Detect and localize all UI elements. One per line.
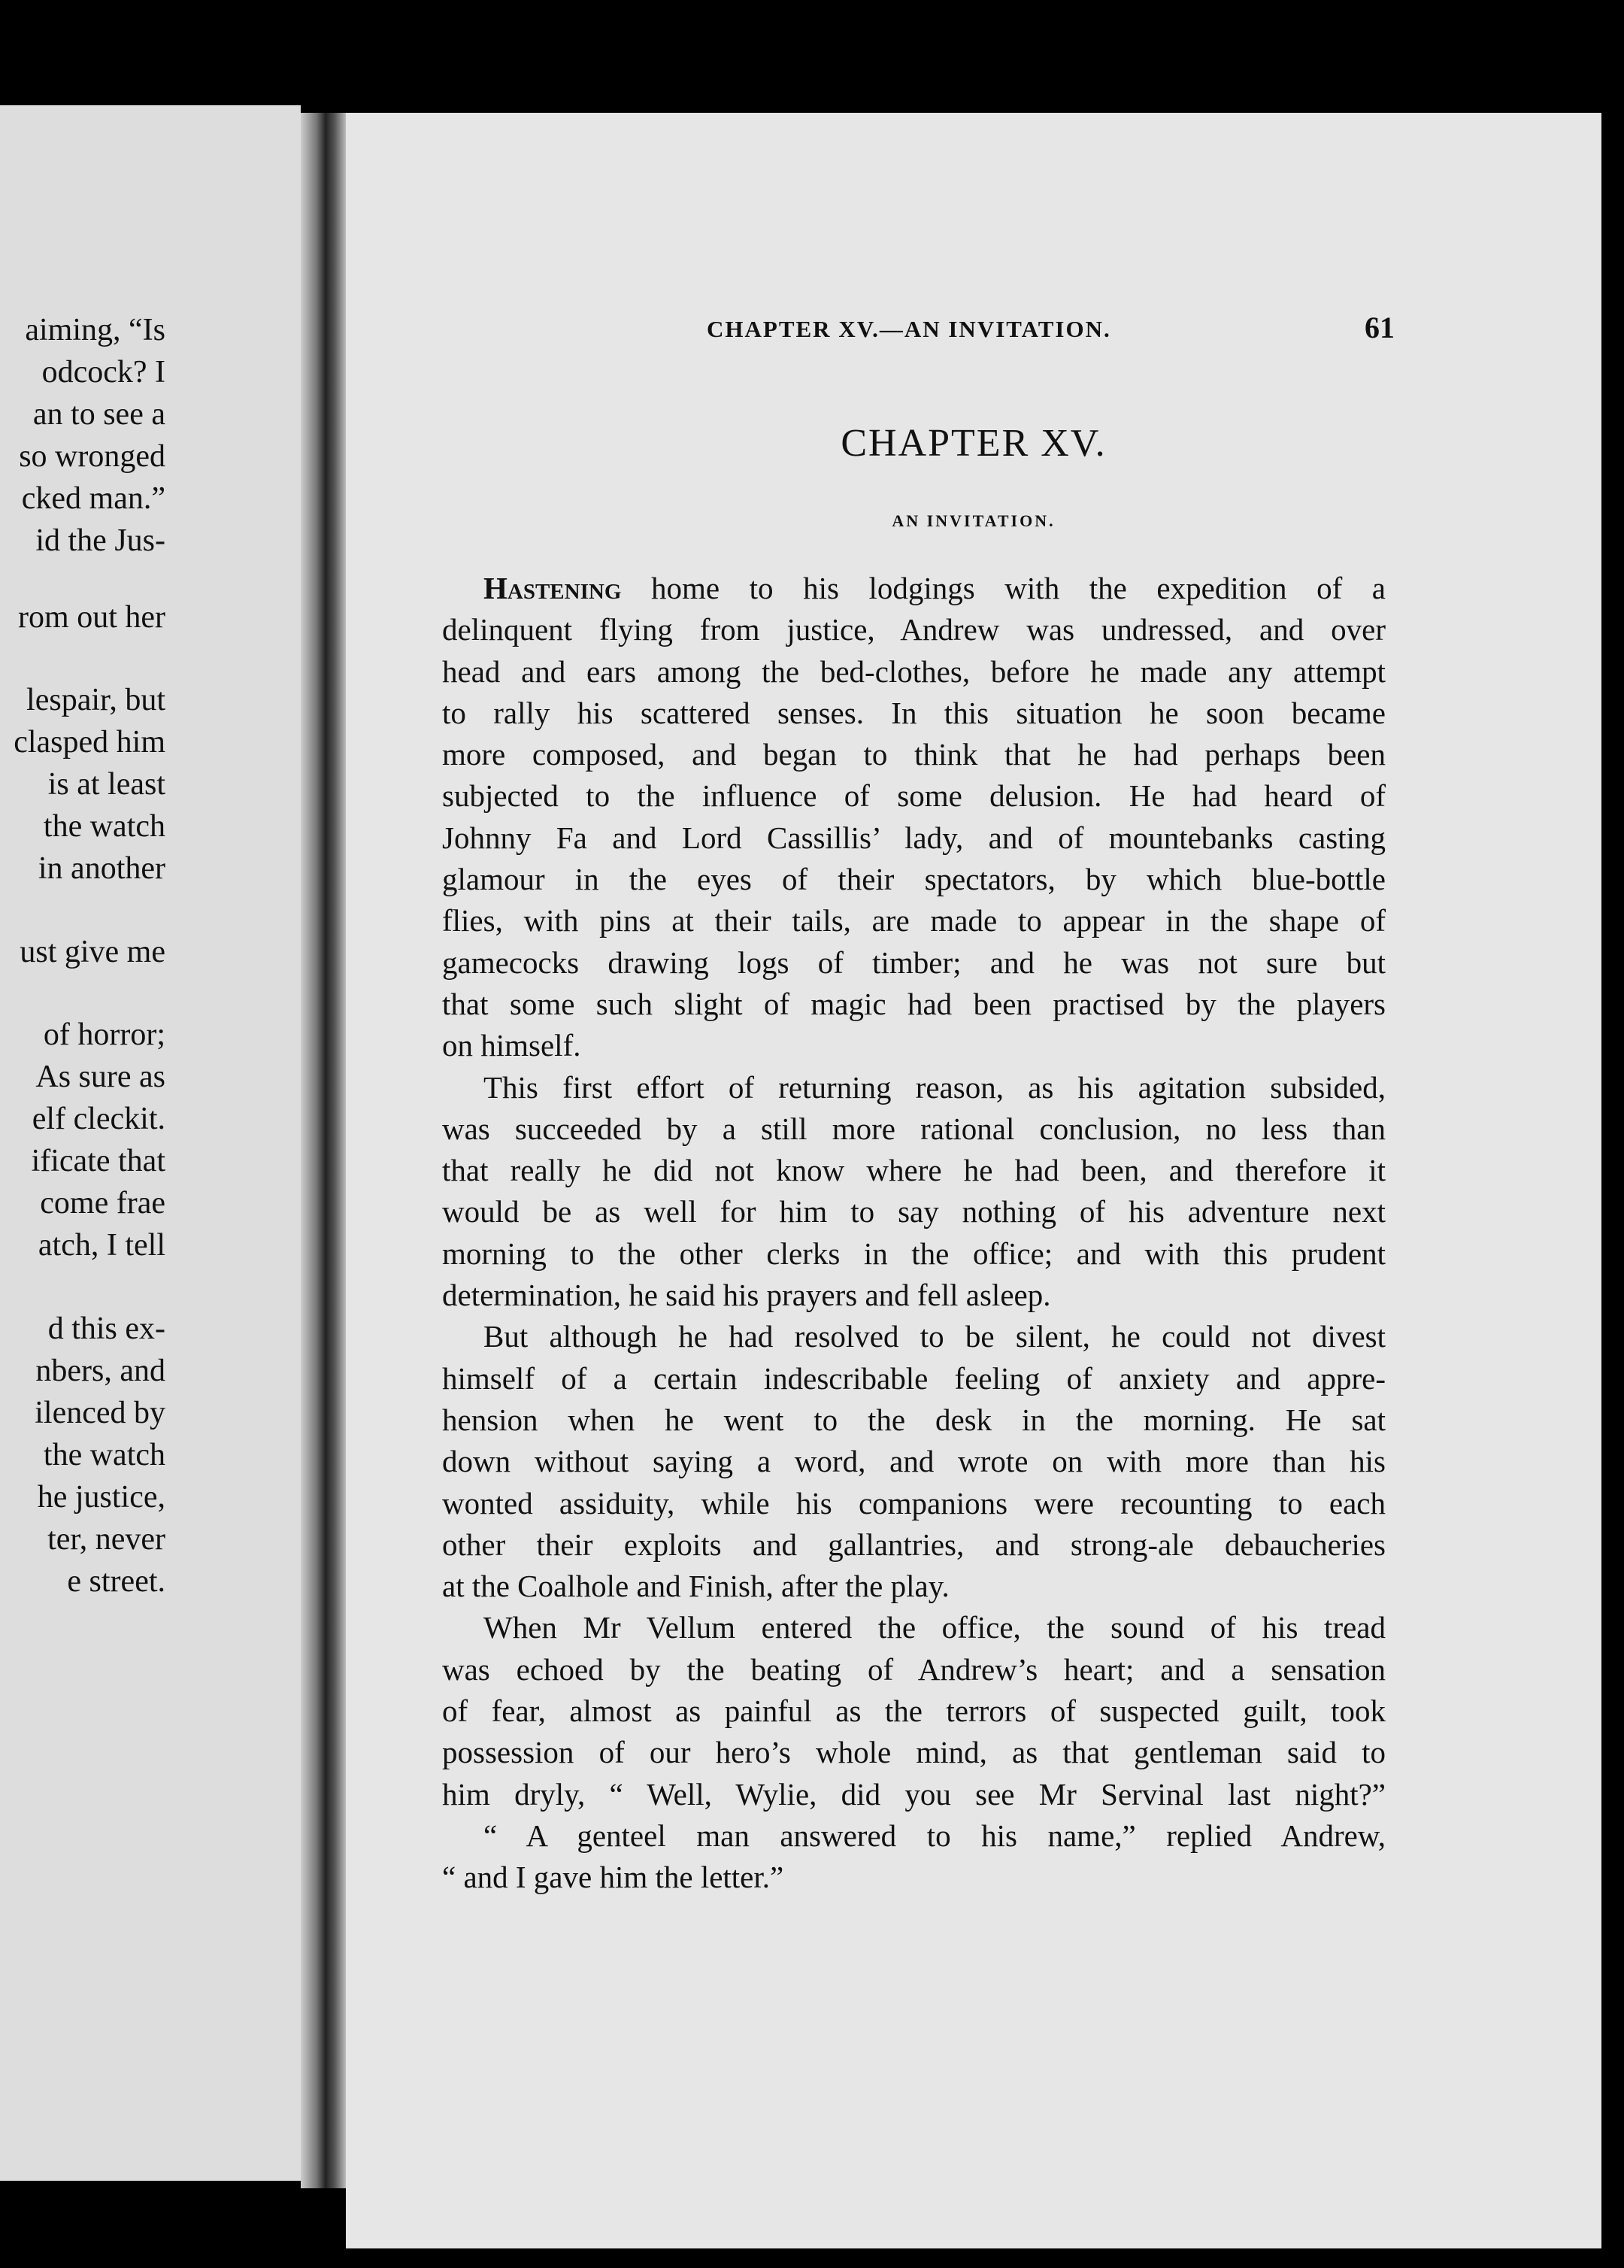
left-page-line: ilenced by	[35, 1396, 165, 1430]
text-line: was succeeded by a still more rational conclusion, no less than	[442, 1111, 1386, 1146]
text-line: possession of our hero’s whole mind, as that gentleman said to	[442, 1735, 1386, 1770]
left-page-line: odcock? I	[41, 355, 165, 390]
text-line: glamour in the eyes of their spectators, by which blue-bottle	[442, 862, 1386, 897]
text-line: of fear, almost as painful as the terrors of suspected guilt, took	[442, 1693, 1386, 1729]
chapter-title: CHAPTER XV.	[841, 422, 1107, 465]
text-line: “ and I gave him the letter.”	[442, 1860, 784, 1895]
text-line: more composed, and began to think that he had perhaps been	[442, 737, 1386, 772]
left-page-line: As sure as	[35, 1060, 165, 1094]
text-line: “ A genteel man answered to his name,” replied Andrew,	[483, 1818, 1386, 1853]
text-line: This first effort of returning reason, as his agitation subsided,	[483, 1069, 1386, 1105]
left-page-line: come frae	[40, 1186, 165, 1220]
lead-caps: Hastening	[483, 571, 622, 605]
text-line: morning to the other clerks in the office; and with this prudent	[442, 1236, 1386, 1271]
text-line: Johnny Fa and Lord Cassillis’ lady, and of mountebanks casting	[442, 820, 1386, 855]
running-head: CHAPTER XV.—AN INVITATION.	[707, 316, 1111, 342]
text-line: other their exploits and gallantries, and strong-ale debaucheries	[442, 1527, 1386, 1562]
left-page-line: clasped him	[14, 725, 165, 760]
left-page-line: rom out her	[18, 600, 165, 635]
text-line: down without saying a word, and wrote on with more than his	[442, 1444, 1386, 1479]
book-gutter	[301, 113, 346, 2188]
text-line: flies, with pins at their tails, are made to appear in the shape of	[442, 903, 1386, 938]
left-page-line: an to see a	[32, 397, 165, 432]
text-line: wonted assiduity, while his companions were recounting to each	[442, 1485, 1386, 1521]
left-page-line: lespair, but	[26, 683, 165, 717]
text-line: subjected to the influence of some delusion. He had heard of	[442, 778, 1386, 814]
right-page	[346, 113, 1601, 2248]
text-line: at the Coalhole and Finish, after the play.	[442, 1569, 950, 1604]
left-page-line: cked man.”	[21, 481, 165, 516]
left-page-line: so wronged	[19, 439, 165, 474]
left-page-line: the watch	[43, 809, 165, 844]
text-line: determination, he said his prayers and fell asleep.	[442, 1278, 1051, 1313]
text-line: head and ears among the bed-clothes, before he made any attempt	[442, 653, 1386, 689]
text-line: would be as well for him to say nothing of his adventure next	[442, 1194, 1386, 1230]
left-page-line: id the Jus-	[35, 523, 165, 558]
text-line: gamecocks drawing logs of timber; and he was not sure but	[442, 944, 1386, 980]
text-line: But although he had resolved to be silent, he could not divest	[483, 1319, 1386, 1354]
left-page-line: of horror;	[43, 1017, 165, 1052]
left-page-line: he justice,	[37, 1480, 165, 1515]
text-line: delinquent flying from justice, Andrew was undressed, and over	[442, 612, 1386, 647]
left-page-line: ust give me	[20, 935, 165, 969]
left-page-line: ificate that	[31, 1144, 165, 1178]
left-page-line: the watch	[43, 1438, 165, 1472]
left-page-line: in another	[38, 851, 165, 886]
text-line: that really he did not know where he had been, and therefore it	[442, 1153, 1386, 1188]
left-page-line: nbers, and	[35, 1354, 165, 1388]
page-number: 61	[1365, 311, 1395, 344]
left-page-line: aiming, “Is	[25, 313, 165, 347]
text-line: him dryly, “ Well, Wylie, did you see Mr Servinal last night?”	[442, 1776, 1386, 1812]
left-page-fragment	[0, 105, 301, 2181]
left-page-line: e street.	[67, 1564, 165, 1599]
text-line: on himself.	[442, 1028, 581, 1063]
text-line-content: home to his lodgings with the expedition of a	[621, 571, 1386, 605]
text-line: to rally his scattered senses. In this situation he soon became	[442, 695, 1386, 730]
chapter-subtitle: AN INVITATION.	[892, 511, 1056, 530]
text-line: himself of a certain indescribable feeling of anxiety and appre-	[442, 1360, 1386, 1396]
text-line: was echoed by the beating of Andrew’s heart; and a sensation	[442, 1651, 1386, 1687]
left-page-line: d this ex-	[47, 1311, 165, 1346]
left-page-line: is at least	[47, 767, 165, 802]
left-page-line: elf cleckit.	[32, 1102, 165, 1136]
text-line	[442, 568, 1386, 609]
text-line: When Mr Vellum entered the office, the sound of his tread	[483, 1610, 1386, 1645]
text-line: that some such slight of magic had been practised by the players	[442, 986, 1386, 1021]
left-page-line: ter, never	[47, 1522, 165, 1557]
body-text	[442, 568, 1386, 1899]
left-page-line: atch, I tell	[38, 1228, 165, 1263]
text-line: hension when he went to the desk in the morning. He sat	[442, 1402, 1386, 1437]
